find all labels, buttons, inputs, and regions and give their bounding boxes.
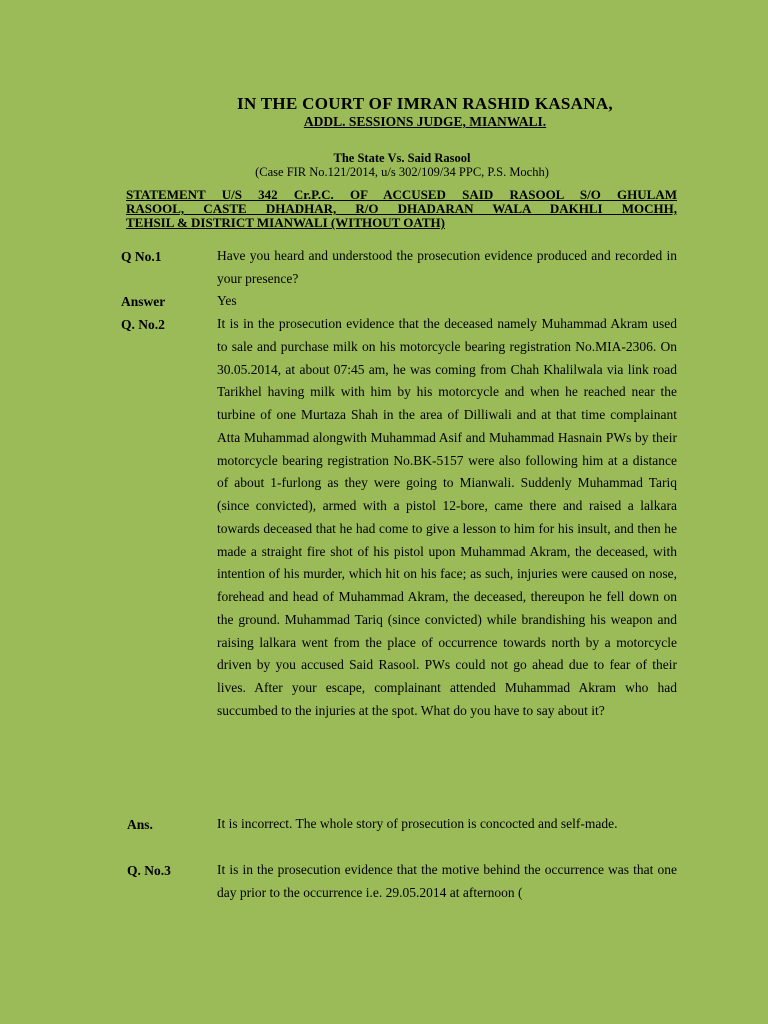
statement-line-3: TEHSIL & DISTRICT MIANWALI (WITHOUT OATH)	[126, 215, 445, 230]
question-text: Have you heard and understood the prosecution evidence produced and recorded in your presence?	[217, 248, 677, 286]
question-label: Q. No.3	[127, 863, 171, 878]
question-label: Q No.1	[121, 249, 162, 264]
question-label: Q. No.2	[121, 317, 165, 332]
answer-text: Yes	[217, 293, 237, 308]
statement-line-2: RASOOL, CASTE DHADHAR, R/O DHADARAN WALA DAKHLI MOCHH,	[126, 201, 677, 216]
case-title: The State Vs. Said Rasool	[333, 151, 471, 165]
question-text: It is in the prosecution evidence that the deceased namely Muhammad Akram used to sale and purchase milk on his motorcycle bearing registration No.MIA-2306. On 30.05.2014, at about 07:45 am, he was coming from Chah Khalilwala via link road Tarikhel having milk with him by his motorcycle and when he reached near the turbine of one Murtaza Shah in the area of Dilliwali and at that time complainant Atta Muhammad alongwith Muhammad Asif and Muhammad Hasnain PWs by their motorcycle bearing registration No.BK-5157 were also following him at a distance of about 1-furlong as they were going to Mianwali. Suddenly Muhammad Tariq (since convicted), armed with a pistol 12-bore, came there and raised a lalkara towards deceased that he had come to give a lesson to him for his insult, and then he made a straight fire shot of his pistol upon Muhammad Akram, the deceased, with intention of his murder, which hit on his face; as such, injuries were caused on nose, forehead and head of Muhammad Akram, the deceased, thereupon he fell down on the ground. Muhammad Tariq (since convicted) while brandishing his weapon and raising lalkara went from the place of occurrence towards north by a motorcycle driven by you accused Said Rasool. PWs could not go ahead due to fear of their lives. After your escape, complainant attended Muhammad Akram who had succumbed to the injuries at the spot. What do you have to say about it?	[217, 316, 677, 718]
answer-label: Ans.	[127, 817, 153, 832]
question-text: It is in the prosecution evidence that the motive behind the occurrence was that one day prior to the occurrence i.e. 29.05.2014 at afternoon (	[217, 862, 677, 900]
answer-text: It is incorrect. The whole story of prosecution is concocted and self-made.	[217, 816, 618, 831]
answer-label: Answer	[121, 294, 166, 309]
court-subtitle: ADDL. SESSIONS JUDGE, MIANWALI.	[303, 114, 547, 129]
statement-line-1: STATEMENT U/S 342 Cr.P.C. OF ACCUSED SAID RASOOL S/O GHULAM	[126, 187, 677, 202]
case-reference: (Case FIR No.121/2014, u/s 302/109/34 PPC, P.S. Mochh)	[255, 165, 549, 179]
statement-heading	[126, 188, 677, 230]
court-title: IN THE COURT OF IMRAN RASHID KASANA,	[237, 94, 613, 113]
